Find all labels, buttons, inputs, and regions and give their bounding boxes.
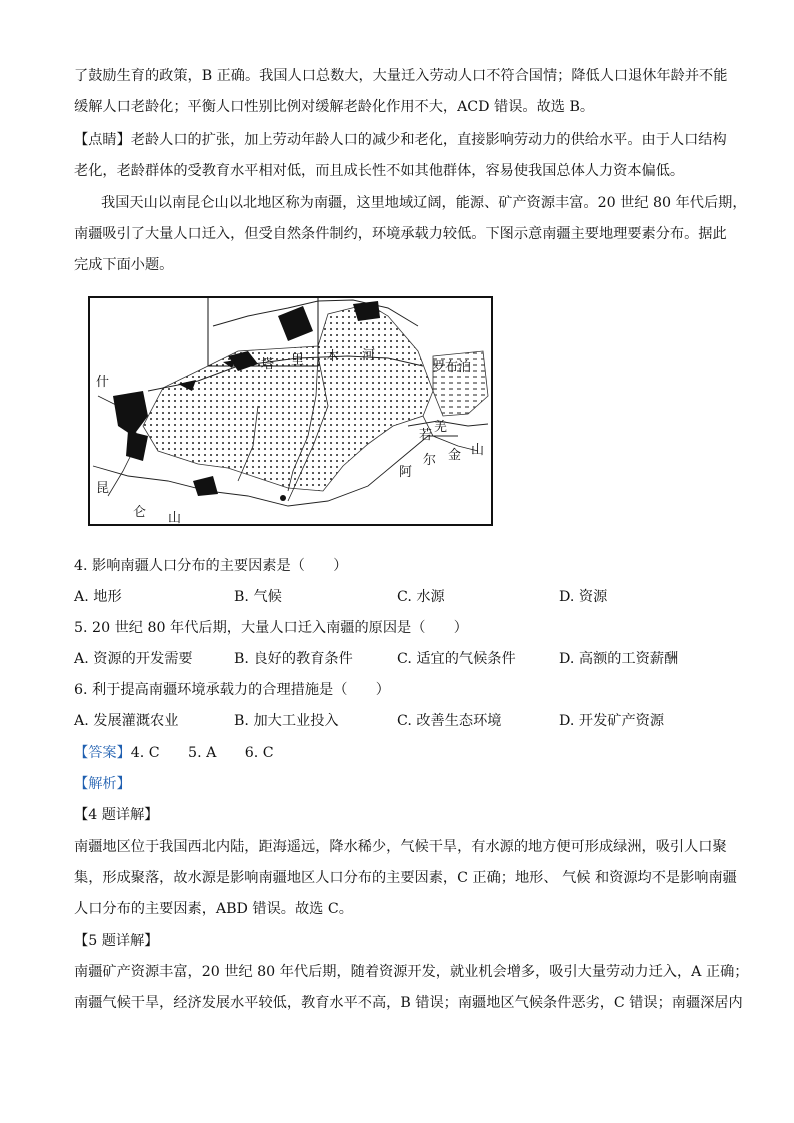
q5-option-b: B. 良好的教育条件 bbox=[234, 651, 353, 667]
q4-option-d: D. 资源 bbox=[559, 589, 608, 605]
map-label-mu: 木 bbox=[326, 349, 340, 364]
map-label-qiang: 羌 bbox=[434, 420, 448, 435]
q4-option-a: A. 地形 bbox=[74, 589, 122, 605]
oasis-dot bbox=[280, 495, 286, 501]
question-4-stem: 4. 影响南疆人口分布的主要因素是（ ） bbox=[74, 558, 348, 574]
map-label-shan-south: 山 bbox=[168, 511, 182, 526]
q6-option-d: D. 开发矿产资源 bbox=[559, 713, 665, 729]
map-label-shi: 什 bbox=[96, 375, 110, 390]
map-label-he: 河 bbox=[362, 348, 376, 363]
q5-option-d: D. 高额的工资薪酬 bbox=[559, 651, 679, 667]
intro-line-1: 了鼓励生育的政策，B 正确。我国人口总数大，大量迁入劳动人口不符合国情；降低人口退休年龄并不能 bbox=[74, 68, 728, 84]
map-label-kun: 昆 bbox=[96, 481, 110, 496]
map-label-a: 阿 bbox=[399, 465, 413, 480]
detail-5-line-2: 南疆气候干旱，经济发展水平较低，教育水平不高，B 错误；南疆地区气候条件恶劣，C 错误；南疆深居内 bbox=[74, 995, 743, 1011]
map-label-ta: 塔 bbox=[261, 357, 275, 372]
map-label-jin: 金 bbox=[448, 448, 462, 463]
answer-line bbox=[74, 743, 274, 763]
question-5-stem: 5. 20 世纪 80 年代后期，大量人口迁入南疆的原因是（ ） bbox=[74, 620, 468, 636]
map-label-luobupo: 罗布泊 bbox=[432, 360, 472, 375]
answer-label: 【答案】 bbox=[74, 745, 131, 761]
detail-4-line-3: 人口分布的主要因素，ABD 错误。故选 C。 bbox=[74, 901, 353, 917]
answer-text: 4. C 5. A 6. C bbox=[130, 745, 274, 761]
detail-5-heading: 【5 题详解】 bbox=[74, 933, 159, 949]
nanjiang-map bbox=[88, 296, 493, 526]
passage-line-2: 南疆吸引了大量人口迁入，但受自然条件制约，环境承载力较低。下图示意南疆主要地理要素分布。据此 bbox=[74, 226, 727, 242]
q4-option-b: B. 气候 bbox=[234, 589, 282, 605]
q6-option-a: A. 发展灌溉农业 bbox=[74, 713, 179, 729]
q6-option-c: C. 改善生态环境 bbox=[397, 713, 502, 729]
map-label-ruo: 若 bbox=[419, 428, 433, 443]
map-label-er: 尔 bbox=[423, 453, 437, 468]
q5-option-a: A. 资源的开发需要 bbox=[74, 651, 193, 667]
detail-4-line-2: 集，形成聚落，故水源是影响南疆地区人口分布的主要因素，C 正确；地形、 气候 和资源均不是影响南疆 bbox=[74, 870, 737, 886]
intro-line-2: 缓解人口老龄化；平衡人口性别比例对缓解老龄化作用不大，ACD 错误。故选 B。 bbox=[74, 99, 595, 115]
passage-line-3: 完成下面小题。 bbox=[74, 257, 174, 273]
q6-option-b: B. 加大工业投入 bbox=[234, 713, 339, 729]
detail-5-line-1: 南疆矿产资源丰富，20 世纪 80 年代后期，随着资源开发，就业机会增多，吸引大量劳动力迁入，A 正确； bbox=[74, 964, 749, 980]
intro-line-4: 老化，老龄群体的受教育水平相对低，而且成长性不如其他群体，容易使我国总体人力资本偏低。 bbox=[74, 163, 685, 179]
map-label-li: 里 bbox=[291, 353, 305, 368]
detail-4-line-1: 南疆地区位于我国西北内陆，距海遥远，降水稀少，气候干旱，有水源的地方便可形成绿洲，吸引人口聚 bbox=[74, 839, 727, 855]
q5-option-c: C. 适宜的气候条件 bbox=[397, 651, 516, 667]
analysis-label: 【解析】 bbox=[74, 776, 131, 792]
question-6-stem: 6. 利于提高南疆环境承载力的合理措施是（ ） bbox=[74, 682, 390, 698]
intro-line-3: 【点睛】老龄人口的扩张，加上劳动年龄人口的减少和老化，直接影响劳动力的供给水平。由于人口结构 bbox=[74, 132, 727, 148]
q4-option-c: C. 水源 bbox=[397, 589, 445, 605]
map-label-lun: 仑 bbox=[133, 505, 147, 520]
map-label-shan-east: 山 bbox=[471, 443, 485, 458]
detail-4-heading: 【4 题详解】 bbox=[74, 807, 159, 823]
passage-line-1: 我国天山以南昆仑山以北地区称为南疆，这里地域辽阔，能源、矿产资源丰富。20 世纪 80 年代后期， bbox=[101, 195, 747, 211]
